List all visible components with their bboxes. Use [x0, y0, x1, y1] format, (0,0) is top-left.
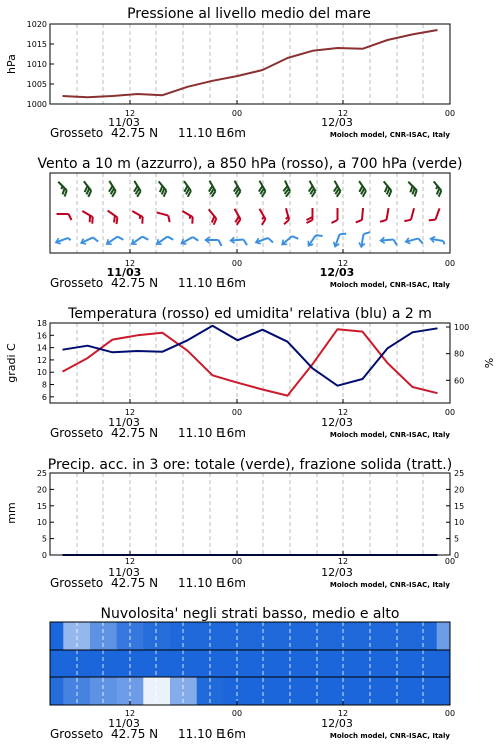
cloud-cell	[90, 622, 117, 650]
wind-barb	[230, 236, 247, 246]
barb-staff	[157, 212, 169, 215]
barb-feather	[117, 235, 123, 242]
wind-barb	[206, 237, 222, 246]
date-label: 12/03	[321, 116, 353, 129]
barb-feather	[167, 216, 171, 223]
location-lon: 11.10 E	[178, 576, 224, 590]
cloud-cell	[143, 622, 170, 650]
y-tick-label: 1005	[27, 80, 47, 89]
barb-feather	[380, 219, 386, 223]
x-tick-label: 12	[338, 259, 348, 268]
humidity-line	[63, 326, 438, 386]
pressure-panel	[5, 6, 455, 118]
wind-barb	[229, 181, 242, 197]
barb-feather	[93, 236, 98, 243]
barb-staff	[386, 208, 388, 220]
barb-staff	[158, 237, 168, 244]
wind-barb	[358, 231, 370, 248]
wind-barb	[380, 207, 389, 223]
x-tick-label: 12	[125, 709, 135, 718]
cloud-cell	[250, 650, 277, 677]
location-name: Grosseto	[50, 276, 103, 290]
wind-barb	[155, 212, 171, 222]
barb-feather	[243, 239, 247, 245]
y-tick-label: 1010	[27, 60, 47, 69]
barb-feather	[193, 236, 199, 243]
wind-title: Vento a 10 m (azzurro), a 850 hPa (rosso), a 700 hPa (verde)	[37, 156, 462, 172]
temperature-ylabel: gradi C	[5, 343, 18, 383]
y-tick-label: 15	[454, 502, 464, 511]
wind-barb	[54, 182, 69, 197]
cloud-cell	[250, 622, 277, 650]
wind-barb	[254, 181, 267, 197]
barb-staff	[132, 211, 142, 217]
location-name: Grosseto	[50, 576, 103, 590]
wind-barb	[57, 214, 72, 220]
x-tick-label: 00	[445, 709, 455, 718]
x-tick-label: 12	[338, 709, 348, 718]
barb-feather	[167, 235, 173, 242]
cloud-cell	[410, 650, 437, 677]
wind-barb	[280, 208, 290, 224]
cloud-cell	[437, 677, 451, 705]
cloud-cell	[170, 650, 197, 677]
cloud-cell	[250, 677, 277, 705]
y-tick-label: 20	[454, 485, 464, 494]
cloud-cell	[90, 650, 117, 677]
wind-barb	[379, 181, 393, 196]
date-label: 12/03	[321, 717, 353, 730]
model-credit: Moloch model, CNR-ISAC, Italy	[330, 431, 451, 439]
temperature-line	[63, 329, 438, 395]
cloud-cell	[330, 677, 357, 705]
cloud-cell	[170, 622, 197, 650]
date-label: 12/03	[321, 566, 353, 579]
y-tick-label: 18	[37, 319, 47, 328]
location-lat: 42.75 N	[111, 126, 158, 140]
cloud-cell	[143, 677, 170, 705]
wind-barb	[404, 182, 419, 197]
x-tick-label: 00	[445, 557, 455, 566]
cloud-cell	[437, 650, 451, 677]
wind-barb	[129, 181, 142, 197]
clouds-panel	[50, 606, 455, 718]
y-tick-label: 0	[42, 551, 47, 560]
x-tick-label: 12	[338, 557, 348, 566]
y-tick-label: 80	[454, 350, 464, 359]
barb-staff	[133, 237, 143, 244]
location-lon: 11.10 E	[178, 276, 224, 290]
y-tick-label: 20	[37, 485, 47, 494]
location-name: Grosseto	[50, 727, 103, 741]
location-lon: 11.10 E	[178, 727, 224, 741]
clouds-title: Nuvolosita' negli strati basso, medio e alto	[101, 606, 400, 622]
date-label: 11/03	[107, 266, 142, 279]
date-label: 11/03	[108, 416, 140, 429]
location-elevation: 16m	[219, 576, 246, 590]
y-tick-label: 1020	[27, 20, 47, 29]
wind-barb	[129, 211, 145, 224]
cloud-cell	[143, 650, 170, 677]
date-label: 11/03	[108, 717, 140, 730]
barb-feather	[443, 241, 445, 244]
barb-feather	[332, 220, 338, 223]
precipitation-title: Precip. acc. in 3 ore: totale (verde), frazione solida (tratt.)	[48, 457, 452, 473]
model-credit: Moloch model, CNR-ISAC, Italy	[330, 281, 451, 289]
cloud-cell	[50, 622, 64, 650]
barb-feather	[356, 219, 362, 223]
x-tick-label: 00	[232, 109, 242, 118]
wind-barb	[405, 235, 423, 248]
wind-barb	[204, 181, 217, 197]
location-lat: 42.75 N	[111, 276, 158, 290]
barb-staff	[362, 208, 363, 220]
wind-barb	[204, 209, 218, 224]
barb-feather	[364, 231, 370, 235]
barb-staff	[82, 211, 92, 217]
cloud-cell	[50, 650, 64, 677]
y-tick-label: 10	[37, 518, 47, 527]
pressure-line	[63, 30, 438, 97]
wind-barb	[105, 232, 123, 249]
y-tick-label: 14	[37, 344, 47, 353]
barb-feather	[68, 237, 70, 240]
y-tick-label: 25	[454, 469, 464, 478]
x-tick-label: 00	[232, 557, 242, 566]
date-label: 11/03	[108, 116, 140, 129]
wind-barb	[229, 209, 242, 225]
pressure-frame	[50, 24, 450, 104]
temperature-title: Temperatura (rosso) ed umidita' relativa (blu) a 2 m	[67, 306, 432, 322]
y-tick-label: 100	[454, 323, 469, 332]
cloud-cell	[437, 622, 451, 650]
date-label: 12/03	[320, 266, 355, 279]
x-tick-label: 12	[125, 259, 135, 268]
location-elevation: 16m	[219, 126, 246, 140]
location-lon: 11.10 E	[178, 126, 224, 140]
wind-barb	[130, 232, 148, 249]
location-lat: 42.75 N	[111, 727, 158, 741]
y-tick-label: 0	[454, 551, 459, 560]
wind-barb	[55, 235, 71, 246]
wind-barb	[306, 231, 323, 249]
barb-feather	[219, 240, 222, 246]
x-tick-label: 12	[125, 557, 135, 566]
location-elevation: 16m	[219, 727, 246, 741]
barb-staff	[283, 236, 292, 244]
precipitation-frame	[50, 473, 450, 555]
x-tick-label: 00	[445, 109, 455, 118]
wind-barb	[104, 181, 117, 197]
wind-barb	[79, 211, 95, 224]
wind-barb	[79, 181, 93, 197]
barb-feather	[418, 238, 422, 245]
wind-barb	[304, 181, 317, 197]
wind-barb	[430, 236, 445, 244]
barb-feather	[393, 239, 397, 245]
humidity-ylabel: %	[482, 358, 495, 368]
y-tick-label: 16	[37, 331, 47, 340]
date-label: 12/03	[321, 416, 353, 429]
x-tick-label: 00	[445, 408, 455, 417]
x-tick-label: 12	[338, 408, 348, 417]
wind-barb	[155, 232, 173, 249]
location-lon: 11.10 E	[178, 426, 224, 440]
wind-barb	[255, 234, 273, 248]
y-tick-label: 8	[42, 381, 47, 390]
y-tick-label: 1000	[27, 100, 47, 109]
wind-barb	[179, 181, 193, 197]
barb-staff	[108, 237, 118, 244]
wind-barb	[429, 206, 440, 222]
x-tick-label: 00	[445, 259, 455, 268]
y-tick-label: 1015	[27, 40, 47, 49]
x-tick-label: 12	[125, 109, 135, 118]
wind-barb	[380, 236, 397, 246]
model-credit: Moloch model, CNR-ISAC, Italy	[330, 732, 451, 740]
barb-feather	[142, 235, 148, 242]
location-name: Grosseto	[50, 126, 103, 140]
x-tick-label: 00	[232, 408, 242, 417]
wind-barb	[404, 207, 414, 223]
x-tick-label: 12	[125, 408, 135, 417]
cloud-cell	[50, 677, 64, 705]
barb-feather	[404, 218, 411, 222]
wind-barb	[356, 207, 363, 222]
barb-feather	[292, 234, 298, 241]
model-credit: Moloch model, CNR-ISAC, Italy	[330, 581, 451, 589]
barb-staff	[309, 235, 316, 245]
y-tick-label: 60	[454, 376, 464, 385]
barb-feather	[283, 220, 290, 224]
barb-staff	[411, 208, 414, 220]
wind-panel	[37, 156, 462, 268]
wind-barb	[429, 181, 443, 196]
precipitation-panel	[5, 457, 464, 566]
cloud-cell	[410, 677, 437, 705]
pressure-title: Pressione al livello medio del mare	[127, 6, 371, 22]
precipitation-ylabel: mm	[5, 502, 18, 523]
location-name: Grosseto	[50, 426, 103, 440]
barb-staff	[435, 208, 439, 219]
y-tick-label: 10	[454, 518, 464, 527]
barb-staff	[108, 211, 118, 218]
y-tick-label: 12	[37, 356, 47, 365]
y-tick-label: 5	[42, 535, 47, 544]
cloud-cell	[330, 622, 357, 650]
y-tick-label: 25	[37, 469, 47, 478]
y-tick-label: 15	[37, 502, 47, 511]
wind-barb	[332, 208, 338, 223]
pressure-ylabel: hPa	[5, 54, 18, 74]
location-elevation: 16m	[219, 276, 246, 290]
y-tick-label: 6	[42, 393, 47, 402]
barb-feather	[268, 237, 273, 244]
cloud-cell	[90, 677, 117, 705]
x-tick-label: 00	[232, 709, 242, 718]
location-lat: 42.75 N	[111, 426, 158, 440]
wind-barb	[80, 233, 98, 248]
temperature-panel	[5, 306, 495, 417]
barb-staff	[182, 237, 192, 243]
wind-barb	[329, 181, 342, 197]
wind-barb	[354, 181, 368, 197]
x-tick-label: 00	[232, 259, 242, 268]
date-label: 11/03	[108, 566, 140, 579]
location-lat: 42.75 N	[111, 576, 158, 590]
cloud-cell	[330, 650, 357, 677]
wind-barb	[104, 211, 120, 225]
wind-barb	[254, 209, 267, 225]
wind-barb	[332, 231, 346, 249]
wind-barb	[179, 211, 195, 224]
barb-feather	[69, 214, 72, 220]
wind-barb	[280, 232, 298, 249]
location-elevation: 16m	[219, 426, 246, 440]
barb-staff	[382, 239, 394, 240]
x-tick-label: 12	[338, 109, 348, 118]
cloud-cell	[410, 622, 437, 650]
barb-staff	[182, 211, 192, 217]
barb-staff	[82, 237, 93, 242]
y-tick-label: 10	[37, 368, 47, 377]
wind-barb	[307, 208, 313, 223]
y-tick-label: 5	[454, 535, 459, 544]
model-credit: Moloch model, CNR-ISAC, Italy	[330, 131, 451, 139]
barb-staff	[232, 239, 244, 240]
barb-feather	[429, 218, 436, 223]
cloud-cell	[170, 677, 197, 705]
barb-feather	[260, 219, 267, 225]
